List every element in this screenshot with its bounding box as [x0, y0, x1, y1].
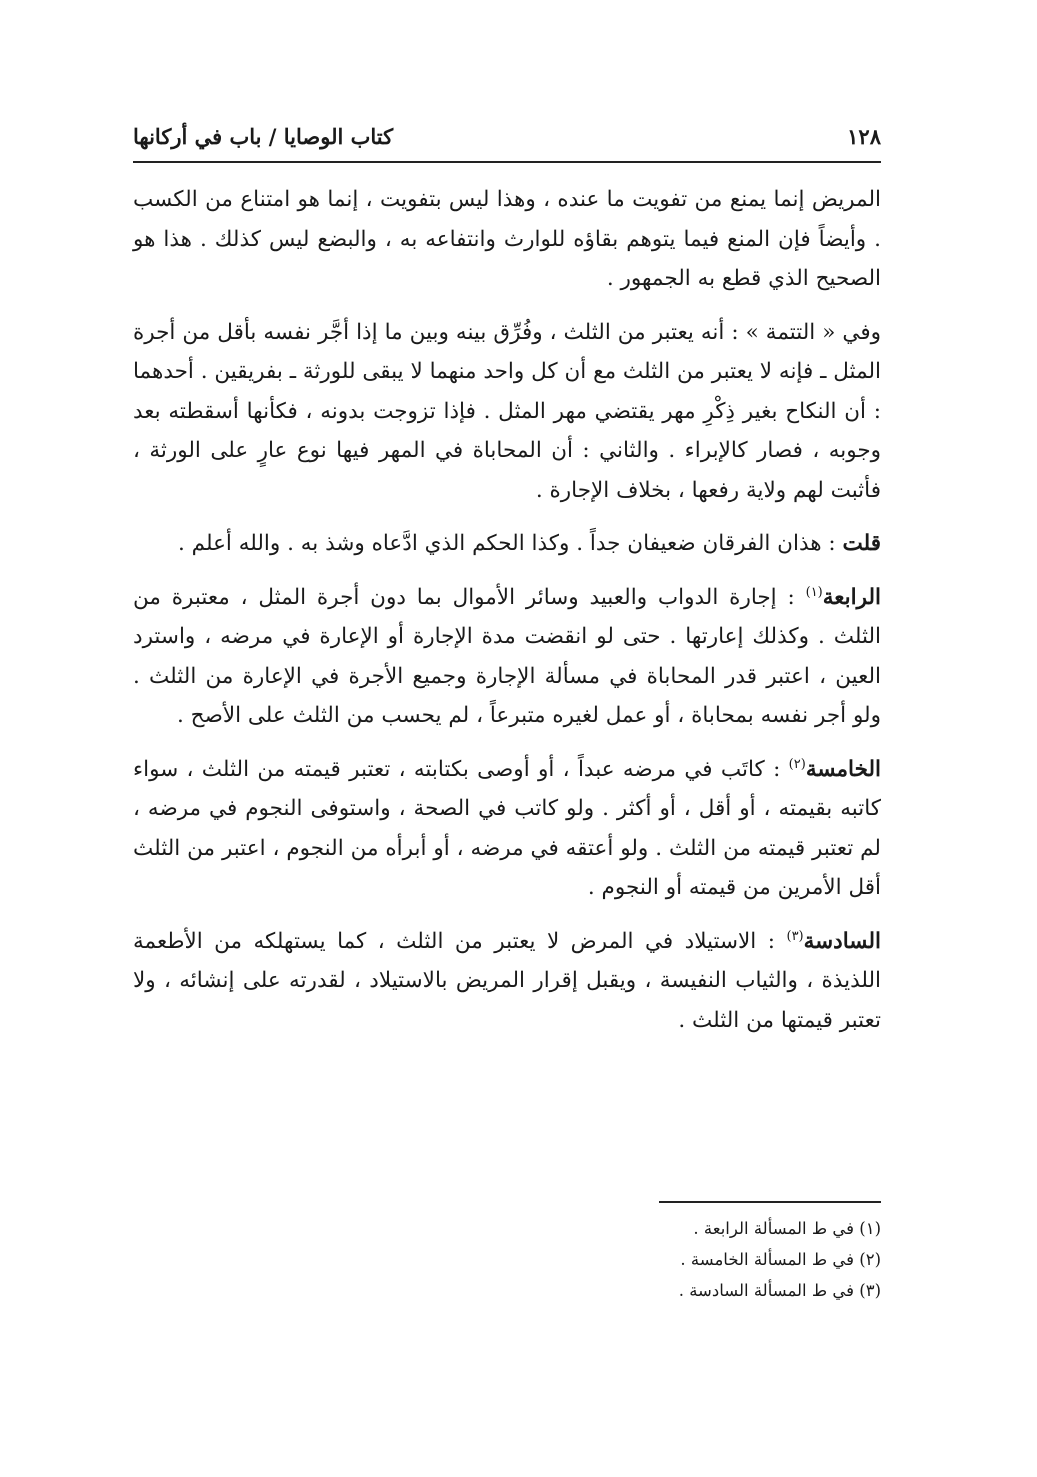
main-text — [133, 180, 881, 1054]
page-header — [133, 124, 881, 149]
header-divider — [133, 161, 881, 163]
page-number: ١٢٨ — [847, 124, 881, 149]
paragraph — [133, 313, 881, 511]
paragraph-lead: الخامسة — [805, 756, 881, 782]
paragraph-lead: الرابعة — [822, 584, 881, 610]
paragraph — [133, 524, 881, 564]
footnote: (٣) في ط المسألة السادسة . — [678, 1281, 881, 1300]
paragraph-text: : إجارة الدواب والعبيد وسائر الأموال بما دون أجرة المثل ، معتبرة من الثلث . وكذلك إعارتها . حتى لو انقضت مدة الإجارة أو الإعارة في مرضه ، واسترد العين ، اعتبر قدر المحاباة في مسألة الإجارة وجميع الأجرة في الإعارة من الثلث . ولو أجر نفسه بمحاباة ، أو عمل لغيره متبرعاً ، لم يحسب من الثلث على الأصح . — [133, 584, 881, 728]
paragraph-text: المريض إنما يمنع من تفويت ما عنده ، وهذا ليس بتفويت ، إنما هو امتناع من الكسب . وأيضاً فإن المنع فيما يتوهم بقاؤه للوارث وانتفاعه به ، والبضع ليس كذلك . هذا هو الصحيح الذي قطع به الجمهور . — [133, 187, 881, 291]
footnotes — [133, 1213, 881, 1306]
footnote: (١) في ط المسألة الرابعة . — [693, 1219, 881, 1238]
paragraph — [133, 922, 881, 1041]
footnote-reference[interactable]: (٣) — [786, 928, 804, 944]
paragraph-text: : الاستيلاد في المرض لا يعتبر من الثلث ، كما يستهلكه من الأطعمة اللذيذة ، والثياب النفيسة ، ويقبل إقرار المريض بالاستيلاد ، لقدرته على إنشائه ، ولا تعتبر قيمتها من الثلث . — [133, 928, 881, 1033]
paragraph-text: وفي « التتمة » : أنه يعتبر من الثلث ، وفُرِّق بينه وبين ما إذا أجَّر نفسه بأقل من أجرة المثل ـ فإنه لا يعتبر من الثلث مع أن كل واحد منهما لا يبقى للورثة ـ بفريقين . أحدهما : أن النكاح بغير ذِكْرِ مهر يقتضي مهر المثل . فإذا تزوجت بدونه ، فكأنها أسقطته بعد وجوبه ، فصار كالإبراء . والثاني : أن المحاباة في المهر فيها نوع عارٍ على الورثة ، فأثبت لهم ولاية رفعها ، بخلاف الإجارة . — [133, 319, 881, 503]
paragraph-text: : كاتَب في مرضه عبداً ، أو أوصى بكتابته ، تعتبر قيمته من الثلث ، سواء كاتبه بقيمته ، أو أقل ، أو أكثر . ولو كاتب في الصحة ، واستوفى النجوم في مرضه ، لم تعتبر قيمته من الثلث . ولو أعتقه في مرضه ، أو أبرأه من النجوم ، اعتبر من الثلث أقل الأمرين من قيمته أو النجوم . — [133, 756, 881, 900]
footnote-divider — [659, 1201, 881, 1203]
running-title: كتاب الوصايا / باب في أركانها — [133, 124, 394, 149]
paragraph — [133, 180, 881, 299]
paragraph-text: : هذان الفرقان ضعيفان جداً . وكذا الحكم الذي ادَّعاه وشذ به . والله أعلم . — [177, 531, 836, 556]
footnote-reference[interactable]: (١) — [805, 584, 823, 600]
paragraph — [133, 578, 881, 736]
paragraph — [133, 750, 881, 908]
paragraph-lead: السادسة — [803, 928, 881, 954]
footnote: (٢) في ط المسألة الخامسة . — [680, 1250, 881, 1269]
paragraph-lead: قلت — [842, 531, 881, 556]
footnote-reference[interactable]: (٢) — [788, 756, 806, 772]
